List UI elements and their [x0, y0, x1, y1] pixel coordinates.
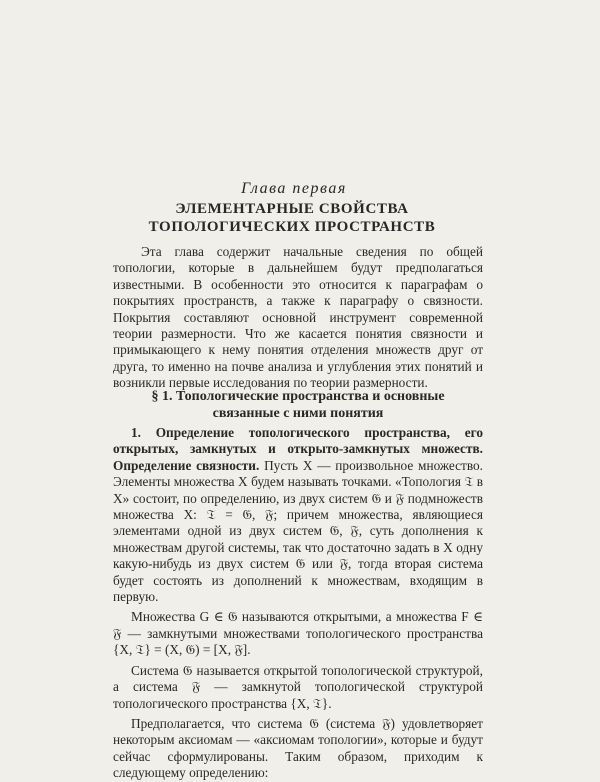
subsection-paragraph-4: Предполагается, что система 𝔊 (система 𝔉) удовлетворяет некоторым аксиомам — «аксиомам топологии», которые и будут сейчас сформулированы. Таким образом, приходим к следующему определению:: [113, 715, 483, 781]
section-body: [113, 425, 483, 782]
subsection-text-1: Пусть X — произвольное множество. Элементы множества X будем называть точками. «Топология 𝔗 в X» состоит, по определению, из двух систем 𝔊 и 𝔉 подмножеств множества X: 𝔗 = 𝔊, 𝔉; причем множества, являющиеся элементами одной из двух систем 𝔊, 𝔉, суть дополнения к множествам другой системы, так что достаточно задать в X одну какую-нибудь из двух систем 𝔊 или 𝔉, тогда вторая система будет состоять из дополнений к множествам, входящим в первую.: [113, 457, 484, 605]
section-heading-line-1: § 1. Топологические пространства и основные: [151, 389, 445, 404]
subsection-title: 1. Определение топологического пространства, его открытых, замкнутых и открыто-замкнутых множеств. Определение связности.: [113, 425, 483, 473]
subsection-paragraph-3: Система 𝔊 называется открытой топологической структурой, а система 𝔉 — замкнутой топологической структурой топологического пространства {X, 𝔗}.: [113, 662, 483, 711]
chapter-title-line-2: ТОПОЛОГИЧЕСКИХ ПРОСТРАНСТВ: [148, 219, 436, 235]
chapter-label: Глава первая: [241, 180, 347, 197]
chapter-title: [0, 200, 592, 236]
intro-paragraph: Эта глава содержит начальные сведения по общей топологии, которые в дальнейшем будут предполагаться известными. В особенности это относится к параграфам о покрытиях пространств, а также к параграфу о связности. Покрытия составляют основной инструмент современной теории размерности. Что же касается понятия связности и примыкающего к нему понятия отделения множеств друг от друга, то именно на почве анализа и углубления этих понятий и возникли первые исследования по теории размерности.: [113, 244, 483, 391]
subsection-paragraph-2: Множества G ∈ 𝔊 называются открытыми, а множества F ∈ 𝔉 — замкнутыми множествами топологического пространства {X, 𝔗} = (X, 𝔊) = [X, 𝔉].: [113, 609, 483, 658]
section-heading-line-2: связанные с ними понятия: [212, 406, 384, 421]
intro-paragraph-block: [113, 244, 483, 392]
section-heading: [113, 388, 483, 422]
chapter-title-line-1: ЭЛЕМЕНТАРНЫЕ СВОЙСТВА: [175, 201, 409, 217]
subsection-paragraph-1: [113, 425, 483, 605]
